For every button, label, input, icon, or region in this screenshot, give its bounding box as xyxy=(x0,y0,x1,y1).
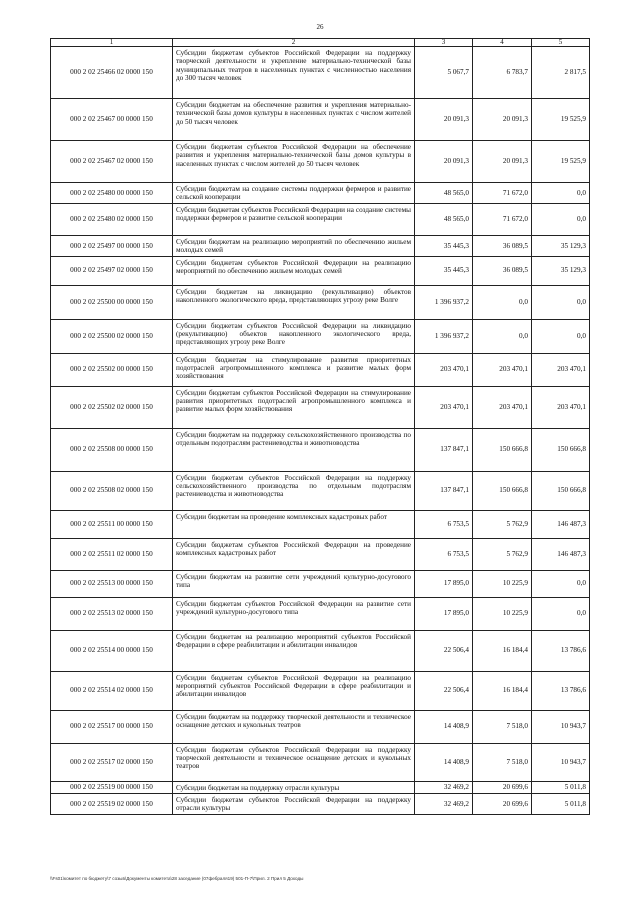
name-cell: Субсидии бюджетам субъектов Российской Федерации на создание системы поддержки фермеров и развитие сельской кооперации xyxy=(173,203,415,235)
value-cell-2: 20 699,6 xyxy=(473,794,532,815)
value-cell-3: 13 786,6 xyxy=(532,630,590,671)
value-cell-2: 150 666,8 xyxy=(473,471,532,510)
file-path-footer: \\Fs01\комитет по бюджету\7 созыв\Документы комитета\28 заседание (07фебраля19) 501-П-7\Прил. 2 Прил 5 Доходы xyxy=(50,876,304,881)
value-cell-1: 1 396 937,2 xyxy=(415,319,473,353)
table-row xyxy=(51,781,590,793)
name-cell: Субсидии бюджетам субъектов Российской Федерации на обеспечение развития и укрепления материально-технической базы домов культуры в населенных пунктах с числом жителей до 50 тысяч человек xyxy=(173,141,415,183)
code-cell: 000 2 02 25467 00 0000 150 xyxy=(51,99,173,141)
table-row xyxy=(51,710,590,743)
name-cell: Субсидии бюджетам субъектов Российской Федерации на реализацию мероприятий субъектов Российской Федерации в сфере реабилитации и абилитации инвалидов xyxy=(173,671,415,710)
table-row xyxy=(51,47,590,99)
table-row xyxy=(51,353,590,386)
code-cell: 000 2 02 25467 02 0000 150 xyxy=(51,141,173,183)
table-row xyxy=(51,386,590,428)
name-cell: Субсидии бюджетам субъектов Российской Федерации на развитие сети учреждений культурно-досугового типа xyxy=(173,597,415,630)
value-cell-1: 48 565,0 xyxy=(415,183,473,204)
table-row xyxy=(51,428,590,471)
table-row xyxy=(51,570,590,597)
code-cell: 000 2 02 25514 00 0000 150 xyxy=(51,630,173,671)
value-cell-1: 32 469,2 xyxy=(415,781,473,793)
table-row xyxy=(51,510,590,538)
value-cell-3: 0,0 xyxy=(532,597,590,630)
code-cell: 000 2 02 25514 02 0000 150 xyxy=(51,671,173,710)
code-cell: 000 2 02 25513 00 0000 150 xyxy=(51,570,173,597)
name-cell: Субсидии бюджетам на поддержку сельскохозяйственного производства по отдельным подотраслям растениеводства и животноводства xyxy=(173,428,415,471)
name-cell: Субсидии бюджетам субъектов Российской Федерации на реализацию мероприятий по обеспечению жильем молодых семей xyxy=(173,256,415,285)
code-cell: 000 2 02 25497 02 0000 150 xyxy=(51,256,173,285)
name-cell: Субсидии бюджетам субъектов Российской Федерации на поддержку сельскохозяйственного производства по отдельным подотраслям растениеводства и животноводства xyxy=(173,471,415,510)
column-header-2: 2 xyxy=(173,39,415,47)
value-cell-3: 0,0 xyxy=(532,319,590,353)
column-header-5: 5 xyxy=(532,39,590,47)
name-cell: Субсидии бюджетам на проведение комплексных кадастровых работ xyxy=(173,510,415,538)
value-cell-1: 17 895,0 xyxy=(415,597,473,630)
value-cell-3: 0,0 xyxy=(532,285,590,319)
name-cell: Субсидии бюджетам субъектов Российской Федерации на поддержку творческой деятельности и укрепление материально-технической базы муниципальных театров в населенных пунктах с численностью населения до 300 тысяч человек xyxy=(173,47,415,99)
value-cell-2: 20 091,3 xyxy=(473,99,532,141)
table-row xyxy=(51,671,590,710)
column-header-3: 3 xyxy=(415,39,473,47)
value-cell-1: 5 067,7 xyxy=(415,47,473,99)
value-cell-2: 16 184,4 xyxy=(473,671,532,710)
code-cell: 000 2 02 25508 00 0000 150 xyxy=(51,428,173,471)
name-cell: Субсидии бюджетам на поддержку творческой деятельности и техническое оснащение детских и кукольных театров xyxy=(173,710,415,743)
code-cell: 000 2 02 25500 02 0000 150 xyxy=(51,319,173,353)
value-cell-3: 35 129,3 xyxy=(532,256,590,285)
value-cell-2: 20 091,3 xyxy=(473,141,532,183)
code-cell: 000 2 02 25502 00 0000 150 xyxy=(51,353,173,386)
code-cell: 000 2 02 25517 00 0000 150 xyxy=(51,710,173,743)
value-cell-2: 5 762,9 xyxy=(473,538,532,570)
code-cell: 000 2 02 25480 02 0000 150 xyxy=(51,203,173,235)
value-cell-2: 0,0 xyxy=(473,285,532,319)
name-cell: Субсидии бюджетам субъектов Российской Федерации на ликвидацию (рекультивацию) объектов накопленного экологического вреда, представляющих угрозу реке Волге xyxy=(173,319,415,353)
name-cell: Субсидии бюджетам субъектов Российской Федерации на поддержку творческой деятельности и техническое оснащение детских и кукольных театров xyxy=(173,743,415,781)
code-cell: 000 2 02 25513 02 0000 150 xyxy=(51,597,173,630)
value-cell-1: 32 469,2 xyxy=(415,794,473,815)
value-cell-2: 150 666,8 xyxy=(473,428,532,471)
value-cell-1: 20 091,3 xyxy=(415,141,473,183)
table-row xyxy=(51,285,590,319)
value-cell-2: 71 672,0 xyxy=(473,203,532,235)
table-row xyxy=(51,743,590,781)
value-cell-3: 35 129,3 xyxy=(532,235,590,256)
value-cell-1: 203 470,1 xyxy=(415,353,473,386)
table-row xyxy=(51,471,590,510)
value-cell-2: 10 225,9 xyxy=(473,597,532,630)
table-row xyxy=(51,203,590,235)
value-cell-1: 6 753,5 xyxy=(415,538,473,570)
value-cell-3: 0,0 xyxy=(532,183,590,204)
value-cell-1: 6 753,5 xyxy=(415,510,473,538)
value-cell-3: 146 487,3 xyxy=(532,510,590,538)
table-row xyxy=(51,141,590,183)
code-cell: 000 2 02 25497 00 0000 150 xyxy=(51,235,173,256)
revenue-table xyxy=(50,38,590,815)
value-cell-3: 19 525,9 xyxy=(532,141,590,183)
table-row xyxy=(51,538,590,570)
value-cell-3: 2 817,5 xyxy=(532,47,590,99)
value-cell-1: 137 847,1 xyxy=(415,471,473,510)
name-cell: Субсидии бюджетам субъектов Российской Федерации на поддержку отрасли культуры xyxy=(173,794,415,815)
code-cell: 000 2 02 25519 00 0000 150 xyxy=(51,781,173,793)
table-row xyxy=(51,319,590,353)
value-cell-1: 1 396 937,2 xyxy=(415,285,473,319)
name-cell: Субсидии бюджетам на развитие сети учреждений культурно-досугового типа xyxy=(173,570,415,597)
code-cell: 000 2 02 25500 00 0000 150 xyxy=(51,285,173,319)
value-cell-3: 0,0 xyxy=(532,203,590,235)
table-row xyxy=(51,630,590,671)
value-cell-2: 7 518,0 xyxy=(473,710,532,743)
code-cell: 000 2 02 25480 00 0000 150 xyxy=(51,183,173,204)
value-cell-3: 5 011,8 xyxy=(532,781,590,793)
column-number-row xyxy=(51,39,590,47)
value-cell-1: 137 847,1 xyxy=(415,428,473,471)
value-cell-2: 7 518,0 xyxy=(473,743,532,781)
value-cell-2: 36 089,5 xyxy=(473,235,532,256)
name-cell: Субсидии бюджетам на реализацию мероприятий субъектов Российской Федерации в сфере реабилитации и абилитации инвалидов xyxy=(173,630,415,671)
value-cell-1: 14 408,9 xyxy=(415,710,473,743)
value-cell-2: 71 672,0 xyxy=(473,183,532,204)
code-cell: 000 2 02 25517 02 0000 150 xyxy=(51,743,173,781)
name-cell: Субсидии бюджетам субъектов Российской Федерации на проведение комплексных кадастровых работ xyxy=(173,538,415,570)
code-cell: 000 2 02 25519 02 0000 150 xyxy=(51,794,173,815)
table-row xyxy=(51,183,590,204)
table-row xyxy=(51,235,590,256)
value-cell-1: 20 091,3 xyxy=(415,99,473,141)
value-cell-3: 203 470,1 xyxy=(532,353,590,386)
value-cell-1: 203 470,1 xyxy=(415,386,473,428)
value-cell-2: 6 783,7 xyxy=(473,47,532,99)
value-cell-2: 36 089,5 xyxy=(473,256,532,285)
code-cell: 000 2 02 25502 02 0000 150 xyxy=(51,386,173,428)
name-cell: Субсидии бюджетам на поддержку отрасли культуры xyxy=(173,781,415,793)
name-cell: Субсидии бюджетам на создание системы поддержки фермеров и развитие сельской кооперации xyxy=(173,183,415,204)
table-row xyxy=(51,99,590,141)
code-cell: 000 2 02 25466 02 0000 150 xyxy=(51,47,173,99)
value-cell-3: 10 943,7 xyxy=(532,710,590,743)
table-row xyxy=(51,794,590,815)
value-cell-1: 17 895,0 xyxy=(415,570,473,597)
value-cell-3: 10 943,7 xyxy=(532,743,590,781)
value-cell-1: 22 506,4 xyxy=(415,630,473,671)
value-cell-3: 0,0 xyxy=(532,570,590,597)
page-number: 26 xyxy=(316,23,324,31)
code-cell: 000 2 02 25511 00 0000 150 xyxy=(51,510,173,538)
value-cell-1: 22 506,4 xyxy=(415,671,473,710)
column-header-1: 1 xyxy=(51,39,173,47)
value-cell-3: 150 666,8 xyxy=(532,428,590,471)
value-cell-1: 48 565,0 xyxy=(415,203,473,235)
code-cell: 000 2 02 25508 02 0000 150 xyxy=(51,471,173,510)
table-row xyxy=(51,256,590,285)
value-cell-2: 20 699,6 xyxy=(473,781,532,793)
name-cell: Субсидии бюджетам на реализацию мероприятий по обеспечению жильем молодых семей xyxy=(173,235,415,256)
value-cell-3: 5 011,8 xyxy=(532,794,590,815)
name-cell: Субсидии бюджетам на ликвидацию (рекультивацию) объектов накопленного экологического вреда, представляющих угрозу реке Волге xyxy=(173,285,415,319)
value-cell-2: 203 470,1 xyxy=(473,353,532,386)
name-cell: Субсидии бюджетам на стимулирование развития приоритетных подотраслей агропромышленного комплекса и развитие малых форм хозяйствования xyxy=(173,353,415,386)
value-cell-3: 13 786,6 xyxy=(532,671,590,710)
value-cell-1: 35 445,3 xyxy=(415,235,473,256)
value-cell-2: 0,0 xyxy=(473,319,532,353)
code-cell: 000 2 02 25511 02 0000 150 xyxy=(51,538,173,570)
value-cell-3: 203 470,1 xyxy=(532,386,590,428)
name-cell: Субсидии бюджетам на обеспечение развития и укрепления материально-технической базы домов культуры в населенных пунктах с числом жителей до 50 тысяч человек xyxy=(173,99,415,141)
table-row xyxy=(51,597,590,630)
value-cell-2: 203 470,1 xyxy=(473,386,532,428)
value-cell-3: 19 525,9 xyxy=(532,99,590,141)
value-cell-2: 5 762,9 xyxy=(473,510,532,538)
value-cell-2: 10 225,9 xyxy=(473,570,532,597)
column-header-4: 4 xyxy=(473,39,532,47)
value-cell-1: 35 445,3 xyxy=(415,256,473,285)
value-cell-1: 14 408,9 xyxy=(415,743,473,781)
value-cell-2: 16 184,4 xyxy=(473,630,532,671)
name-cell: Субсидии бюджетам субъектов Российской Федерации на стимулирование развития приоритетных подотраслей агропромышленного комплекса и развитие малых форм хозяйствования xyxy=(173,386,415,428)
value-cell-3: 146 487,3 xyxy=(532,538,590,570)
value-cell-3: 150 666,8 xyxy=(532,471,590,510)
